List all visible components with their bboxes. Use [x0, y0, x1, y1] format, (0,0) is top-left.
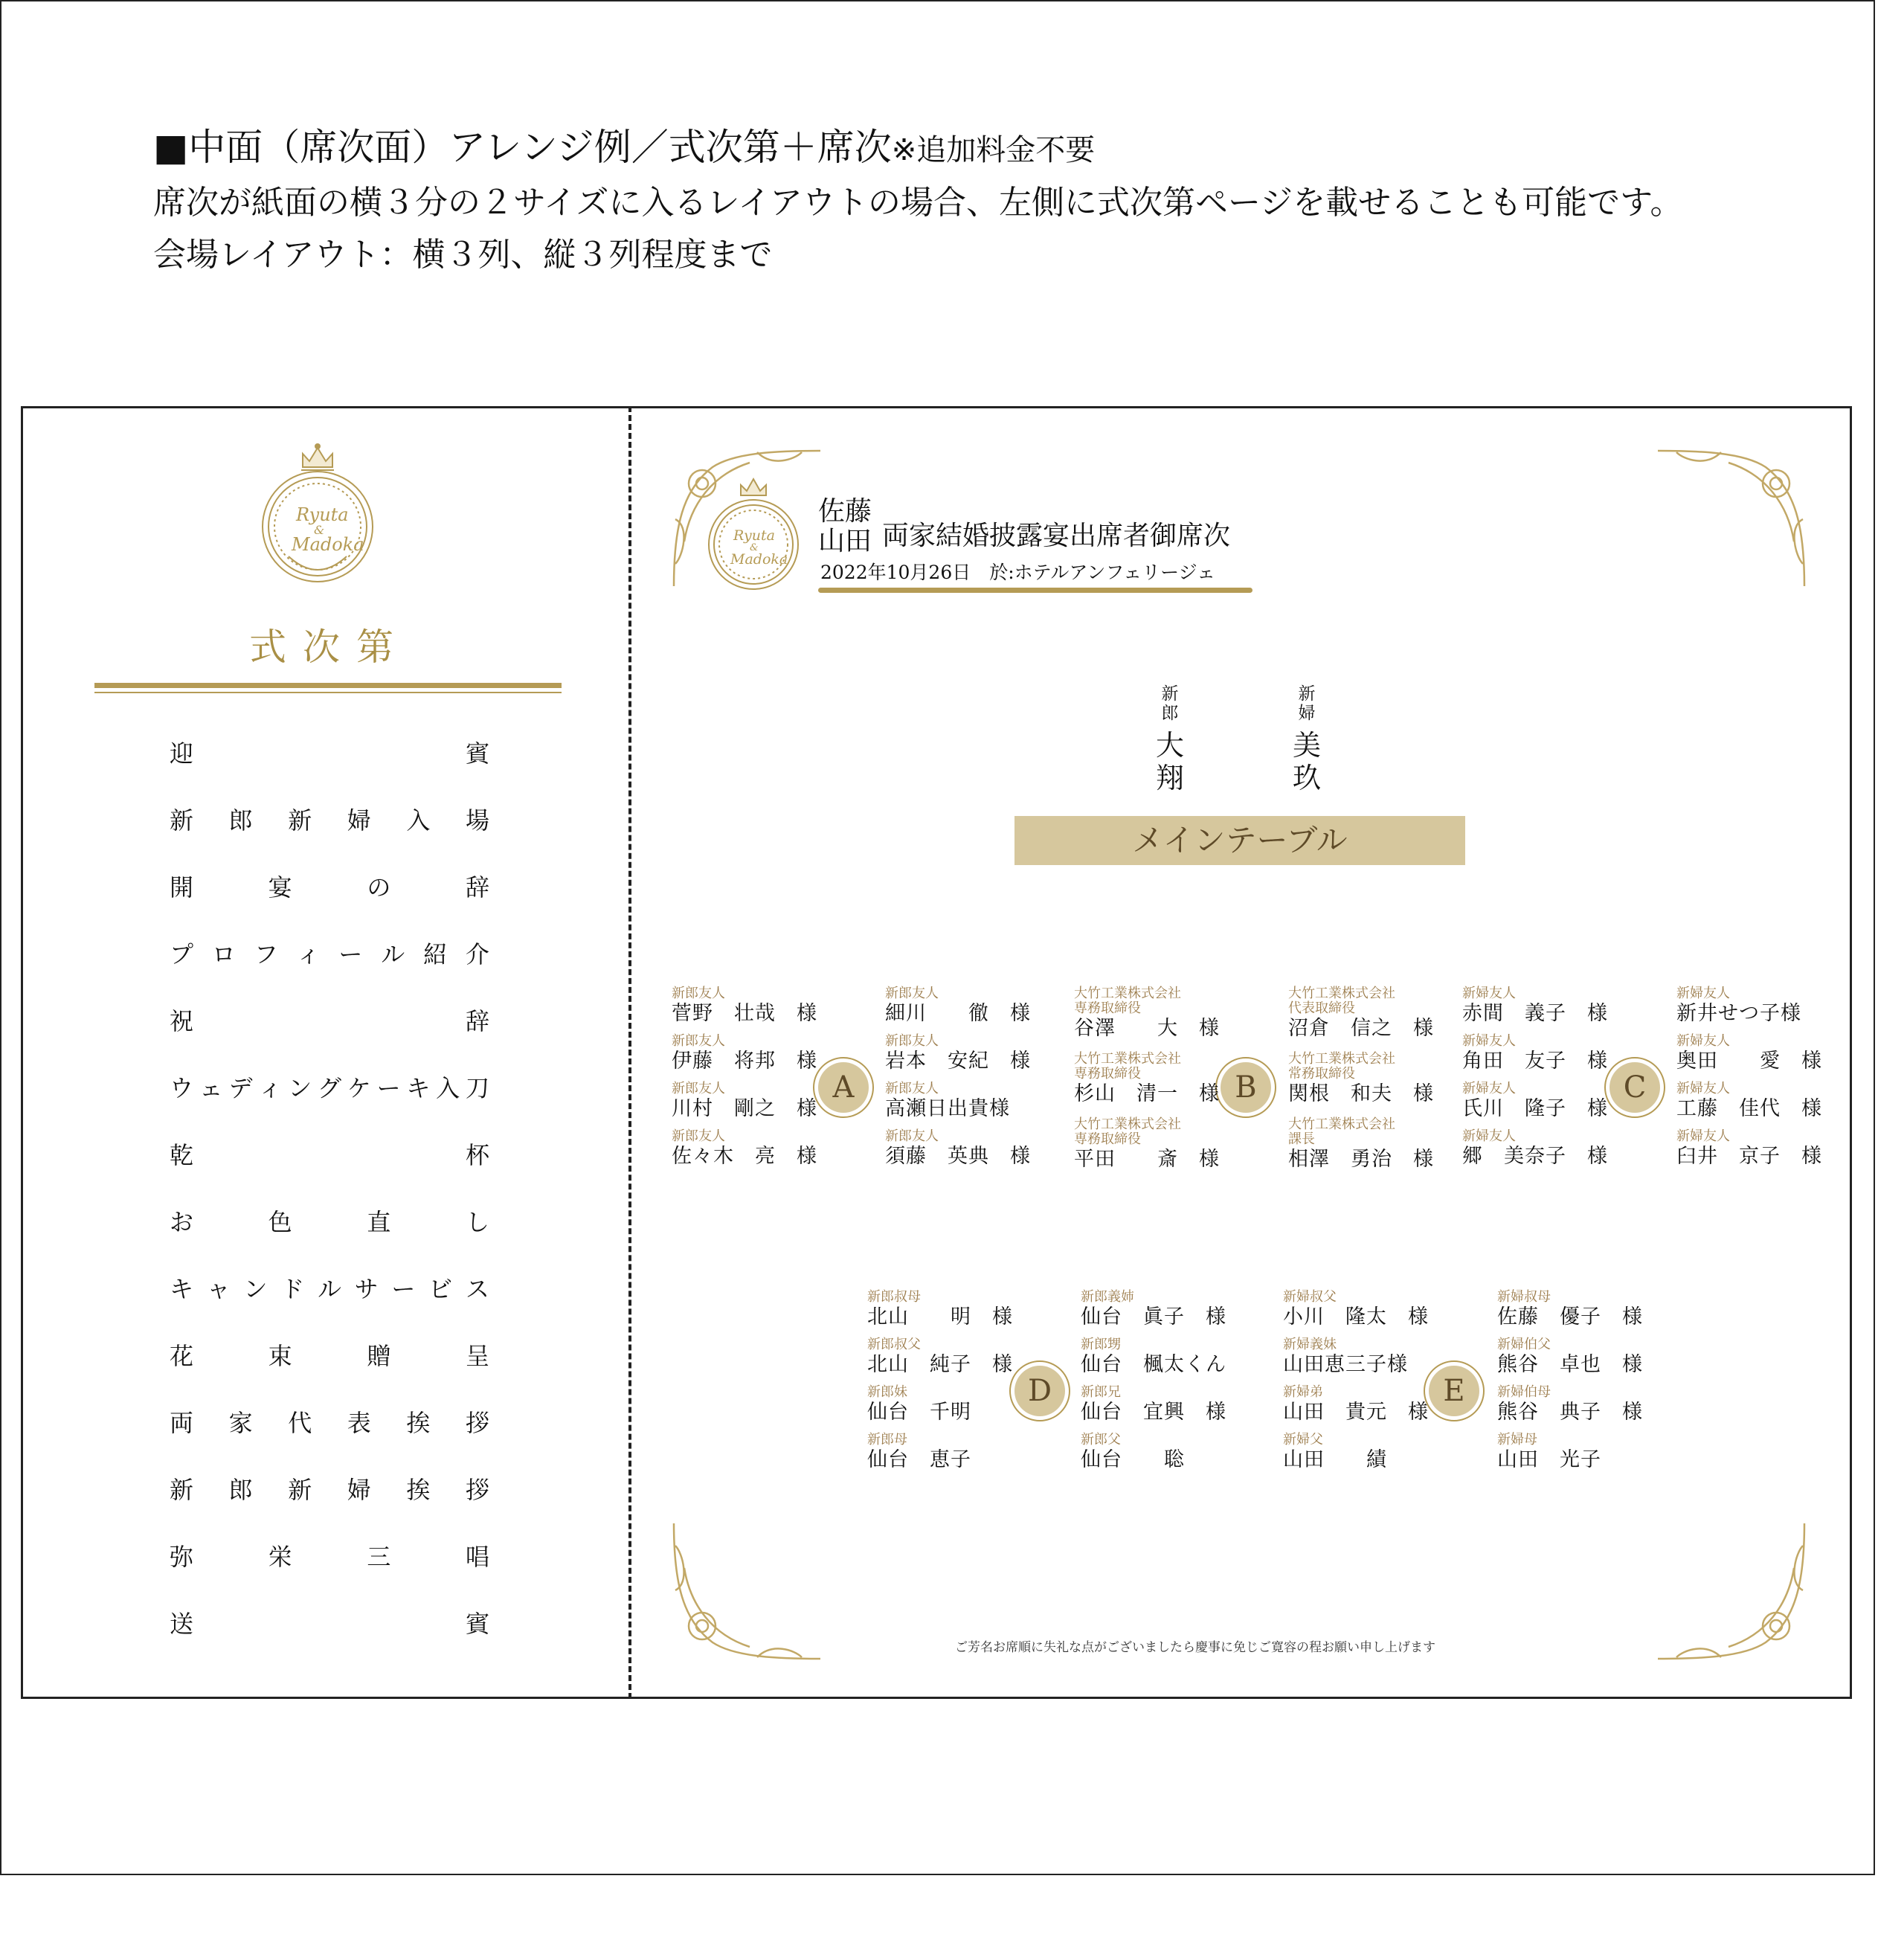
guest-entry	[1081, 1385, 1226, 1425]
guest-name: 仙台 千明	[867, 1401, 971, 1424]
guest-relation: 新郎父	[1081, 1432, 1121, 1447]
guest-name: 佐藤 優子 様	[1497, 1305, 1643, 1328]
guest-relation: 新婦友人	[1676, 1128, 1730, 1144]
footer-note: ご芳名お席順に失礼な点がございましたら慶事に免じご寛容の程お願い申し上げます	[955, 1640, 1435, 1655]
program-item: 新 郎 新 婦 挨 拶	[170, 1476, 489, 1504]
guest-relation: 新婦友人	[1676, 986, 1730, 1001]
main-table: メインテーブル	[1014, 816, 1465, 865]
groom	[1155, 684, 1186, 794]
guest-name: 仙台 宜興 様	[1081, 1401, 1226, 1424]
guest-entry	[672, 1034, 817, 1074]
corner-ornament-top-right	[1654, 445, 1810, 594]
guest-entry	[1074, 1117, 1220, 1172]
program-item: プ ロ フ ィ ー ル 紹 介	[170, 940, 489, 968]
svg-text:Madoka: Madoka	[292, 534, 364, 555]
program-item: 乾 杯	[170, 1141, 489, 1169]
guest-entry	[1676, 1034, 1822, 1074]
svg-text:Madoka: Madoka	[730, 551, 788, 568]
guest-relation: 新婦伯母	[1497, 1384, 1551, 1400]
guest-relation: 新婦友人	[1462, 1033, 1516, 1049]
table-label: A	[832, 1070, 855, 1105]
groom-name: 大 翔	[1155, 729, 1184, 794]
guest-name: 新井せつ子様	[1676, 1002, 1801, 1025]
guest-name: 奥田 愛 様	[1676, 1050, 1822, 1073]
table-a	[812, 1056, 875, 1119]
guest-name: 北山 明 様	[867, 1305, 1013, 1328]
program-item: 送 賓	[170, 1610, 489, 1638]
guest-relation: 新婦弟	[1283, 1384, 1323, 1400]
guest-name: 仙台 聡	[1081, 1448, 1185, 1471]
guest-relation: 大竹工業株式会社 代表取締役	[1288, 986, 1395, 1016]
guest-relation: 新婦伯父	[1497, 1337, 1551, 1352]
guest-name: 関根 和夫 様	[1288, 1082, 1434, 1105]
groom-role: 新 郎	[1161, 684, 1179, 723]
guest-entry	[1676, 1129, 1822, 1169]
guest-name: 氏川 隆子 様	[1462, 1097, 1608, 1120]
date-venue: 2022年10月26日 於:ホテルアンフェリージェ	[820, 562, 1216, 583]
guest-entry	[672, 986, 817, 1026]
guest-relation: 大竹工業株式会社 専務取締役	[1074, 1116, 1181, 1147]
guest-entry	[885, 1129, 1031, 1169]
corner-ornament-bottom-left	[668, 1516, 824, 1665]
guest-name: 相澤 勇治 様	[1288, 1148, 1434, 1171]
svg-text:&: &	[750, 542, 759, 553]
guest-relation: 新婦義妹	[1283, 1337, 1337, 1352]
program-item: 迎 賓	[170, 739, 489, 768]
guest-entry	[867, 1433, 971, 1473]
guest-relation: 新郎友人	[885, 1033, 939, 1049]
guest-relation: 新郎友人	[672, 986, 725, 1001]
guest-entry	[1081, 1290, 1226, 1330]
guest-name: 郷 美奈子 様	[1462, 1145, 1608, 1168]
guest-entry	[1283, 1337, 1408, 1378]
guest-name: 山田 績	[1283, 1448, 1387, 1471]
monogram-emblem	[259, 437, 376, 594]
guest-entry	[1074, 986, 1220, 1041]
program-rule	[94, 683, 562, 688]
table-e	[1423, 1360, 1485, 1422]
guest-relation: 新郎妹	[867, 1384, 907, 1400]
guest-relation: 新婦母	[1497, 1432, 1537, 1447]
program-item: お 色 直 し	[170, 1208, 489, 1236]
guest-relation: 新婦友人	[1676, 1081, 1730, 1096]
header-description: 席次が紙面の横３分の２サイズに入るレイアウトの場合、左側に式次第ページを載せることも可能です。	[153, 184, 1683, 222]
guest-name: 杉山 清一 様	[1074, 1082, 1220, 1105]
guest-name: 岩本 安紀 様	[885, 1050, 1031, 1073]
guest-entry	[1497, 1385, 1643, 1425]
guest-name: 工藤 佳代 様	[1676, 1097, 1822, 1120]
guest-relation: 新婦叔母	[1497, 1289, 1551, 1305]
guest-relation: 大竹工業株式会社 課長	[1288, 1116, 1395, 1147]
bride-name: 美 玖	[1292, 729, 1321, 794]
guest-entry	[1081, 1433, 1185, 1473]
table-label: C	[1623, 1070, 1647, 1105]
guest-relation: 新郎叔母	[867, 1289, 921, 1305]
program-item: 新 郎 新 婦 入 場	[170, 806, 489, 835]
guest-name: 山田 光子	[1497, 1448, 1601, 1471]
guest-entry	[1288, 1052, 1434, 1107]
guest-relation: 新郎義姉	[1081, 1289, 1134, 1305]
guest-entry	[885, 986, 1031, 1026]
guest-name: 仙台 楓太くん	[1081, 1353, 1226, 1376]
bride	[1292, 684, 1323, 794]
guest-name: 北山 純子 様	[867, 1353, 1013, 1376]
guest-name: 仙台 眞子 様	[1081, 1305, 1226, 1328]
guest-entry	[1283, 1433, 1387, 1473]
guest-name: 伊藤 将邦 様	[672, 1050, 817, 1073]
guest-entry	[867, 1290, 1013, 1330]
guest-entry	[1074, 1052, 1220, 1107]
guest-entry	[1676, 1082, 1822, 1122]
guest-relation: 新婦友人	[1462, 1128, 1516, 1144]
guest-entry	[1283, 1290, 1429, 1330]
fold-line	[628, 406, 631, 1699]
guest-relation: 新婦叔父	[1283, 1289, 1337, 1305]
guest-entry	[672, 1082, 817, 1122]
guest-relation: 新郎友人	[885, 1081, 939, 1096]
table-label: E	[1443, 1374, 1465, 1408]
program-item: ウ ェ デ ィ ン グ ケ ー キ 入 刀	[170, 1074, 489, 1102]
guest-entry	[1497, 1337, 1643, 1378]
guest-name: 細川 徹 様	[885, 1002, 1031, 1025]
guest-entry	[867, 1385, 971, 1425]
guest-name: 仙台 恵子	[867, 1448, 971, 1471]
guest-name: 菅野 壮哉 様	[672, 1002, 817, 1025]
table-label: D	[1027, 1374, 1052, 1408]
guest-entry	[1462, 1129, 1608, 1169]
guest-entry	[1497, 1290, 1643, 1330]
guest-name: 小川 隆太 様	[1283, 1305, 1429, 1328]
guest-name: 川村 剛之 様	[672, 1097, 817, 1120]
guest-entry	[1462, 986, 1608, 1026]
header-layout-note: 会場レイアウト：横３列、縦３列程度まで	[153, 236, 773, 274]
program-item: 弥 栄 三 唱	[170, 1543, 489, 1571]
guest-name: 熊谷 卓也 様	[1497, 1353, 1643, 1376]
guest-entry	[885, 1082, 1010, 1122]
guest-name: 山田 貴元 様	[1283, 1401, 1429, 1424]
table-label: B	[1235, 1070, 1257, 1105]
program-rule-thin	[94, 692, 562, 693]
guest-entry	[1462, 1034, 1608, 1074]
guest-name: 臼井 京子 様	[1676, 1145, 1822, 1168]
table-b	[1215, 1056, 1277, 1119]
header-title: ■中面（席次面）アレンジ例／式次第＋席次※追加料金不要	[153, 126, 1096, 169]
corner-ornament-bottom-right	[1654, 1516, 1810, 1665]
svg-text:&: &	[314, 523, 325, 537]
guest-relation: 大竹工業株式会社 専務取締役	[1074, 1051, 1181, 1082]
monogram-emblem-small	[705, 470, 802, 601]
program-title: 式次第	[249, 626, 410, 669]
guest-relation: 大竹工業株式会社 専務取締役	[1074, 986, 1181, 1016]
title-rule	[818, 588, 1252, 593]
guest-relation: 新郎母	[867, 1432, 907, 1447]
guest-entry	[885, 1034, 1031, 1074]
guest-relation: 新郎友人	[672, 1128, 725, 1144]
program-item: 開 宴 の 辞	[170, 873, 489, 902]
guest-name: 高瀬日出貴様	[885, 1097, 1010, 1120]
guest-relation: 新郎友人	[672, 1033, 725, 1049]
svg-text:Ryuta: Ryuta	[733, 527, 775, 544]
guest-name: 熊谷 典子 様	[1497, 1401, 1643, 1424]
guest-relation: 新婦友人	[1462, 986, 1516, 1001]
guest-name: 谷澤 大 様	[1074, 1017, 1220, 1040]
guest-name: 角田 友子 様	[1462, 1050, 1608, 1073]
guest-entry	[867, 1337, 1013, 1378]
guest-relation: 新郎兄	[1081, 1384, 1121, 1400]
program-item: 両 家 代 表 挨 拶	[170, 1409, 489, 1437]
guest-name: 沼倉 信之 様	[1288, 1017, 1434, 1040]
family-names	[818, 497, 872, 556]
guest-name: 平田 斎 様	[1074, 1148, 1220, 1171]
guest-entry	[1081, 1337, 1226, 1378]
program-item: 花 束 贈 呈	[170, 1342, 489, 1370]
guest-name: 須藤 英典 様	[885, 1145, 1031, 1168]
guest-entry	[1288, 1117, 1434, 1172]
bride-role: 新 婦	[1298, 684, 1316, 723]
guest-relation: 新郎友人	[885, 1128, 939, 1144]
guest-relation: 大竹工業株式会社 常務取締役	[1288, 1051, 1395, 1082]
guest-name: 赤間 義子 様	[1462, 1002, 1608, 1025]
guest-entry	[1288, 986, 1434, 1041]
guest-name: 山田恵三子様	[1283, 1353, 1408, 1376]
guest-relation: 新婦友人	[1676, 1033, 1730, 1049]
guest-relation: 新郎友人	[672, 1081, 725, 1096]
guest-entry	[1462, 1082, 1608, 1122]
guest-relation: 新郎甥	[1081, 1337, 1121, 1352]
table-c	[1604, 1056, 1666, 1119]
guest-relation: 新郎友人	[885, 986, 939, 1001]
program-item: キ ャ ン ド ル サ ー ビ ス	[170, 1275, 489, 1303]
family-name-groom: 佐藤	[818, 496, 872, 527]
guest-name: 佐々木 亮 様	[672, 1145, 817, 1168]
svg-text:Ryuta: Ryuta	[296, 504, 349, 525]
guest-entry	[1283, 1385, 1429, 1425]
guest-entry	[672, 1129, 817, 1169]
guest-relation: 新郎叔父	[867, 1337, 921, 1352]
seating-title: 両家結婚披露宴出席者御席次	[882, 521, 1231, 551]
program-item: 祝 辞	[170, 1007, 489, 1035]
guest-relation: 新婦友人	[1462, 1081, 1516, 1096]
guest-entry	[1676, 986, 1801, 1026]
family-name-bride: 山田	[818, 526, 872, 556]
table-d	[1009, 1360, 1071, 1422]
guest-relation: 新婦父	[1283, 1432, 1323, 1447]
guest-entry	[1497, 1433, 1601, 1473]
